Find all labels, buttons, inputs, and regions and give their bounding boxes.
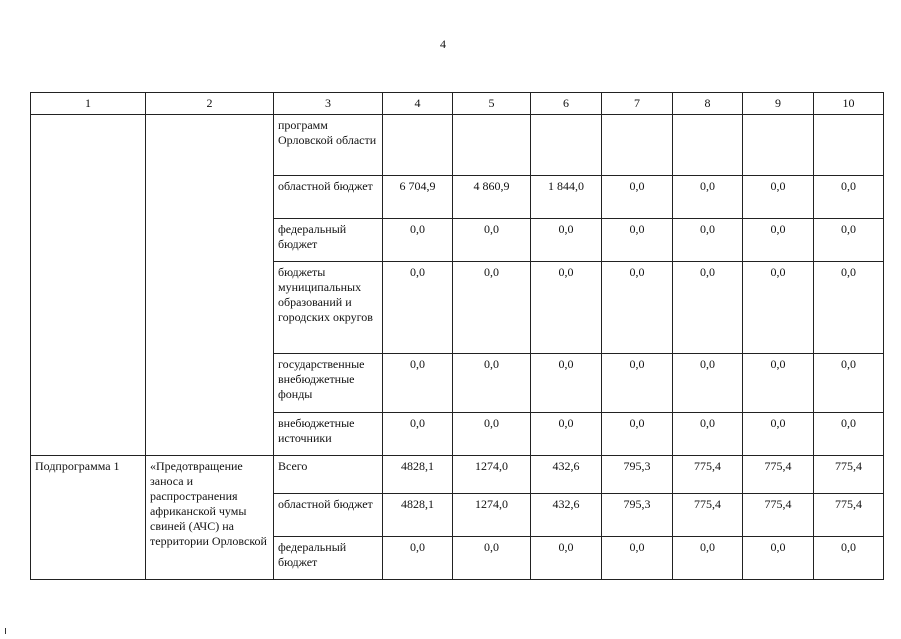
subprogram-cell: Подпрограмма 1	[31, 456, 146, 580]
value-cell: 0,0	[814, 219, 884, 262]
column-header: 5	[453, 93, 531, 115]
margin-mark	[5, 628, 6, 634]
table-row	[31, 456, 884, 494]
value-cell: 0,0	[453, 537, 531, 580]
value-cell: 0,0	[383, 262, 453, 354]
value-cell: 775,4	[814, 494, 884, 537]
value-cell: 0,0	[814, 262, 884, 354]
column-header: 8	[673, 93, 743, 115]
value-cell	[602, 115, 673, 176]
column-header: 2	[146, 93, 274, 115]
value-cell: 0,0	[743, 413, 814, 456]
column-header: 10	[814, 93, 884, 115]
value-cell	[453, 115, 531, 176]
value-cell: 0,0	[383, 413, 453, 456]
value-cell: 0,0	[743, 219, 814, 262]
value-cell: 0,0	[602, 219, 673, 262]
value-cell: 0,0	[673, 262, 743, 354]
value-cell: 1 844,0	[531, 176, 602, 219]
column-header: 3	[274, 93, 383, 115]
value-cell: 0,0	[531, 262, 602, 354]
budget-table	[30, 92, 884, 580]
program-cell	[31, 115, 146, 456]
funding-source-cell: программ Орловской области	[274, 115, 383, 176]
funding-source-cell: Всего	[274, 456, 383, 494]
value-cell: 0,0	[743, 537, 814, 580]
value-cell: 4828,1	[383, 494, 453, 537]
value-cell	[743, 115, 814, 176]
table-header-row	[31, 93, 884, 115]
subprogram-name-cell: «Предотвращение заноса и распространения африканской чумы свиней (АЧС) на территории Орловской	[146, 456, 274, 580]
value-cell: 432,6	[531, 494, 602, 537]
value-cell: 1274,0	[453, 456, 531, 494]
value-cell: 0,0	[453, 354, 531, 413]
value-cell: 0,0	[453, 219, 531, 262]
funding-source-cell: областной бюджет	[274, 176, 383, 219]
value-cell: 0,0	[673, 176, 743, 219]
value-cell: 0,0	[673, 413, 743, 456]
funding-source-cell: федеральный бюджет	[274, 537, 383, 580]
value-cell: 0,0	[814, 354, 884, 413]
column-header: 1	[31, 93, 146, 115]
column-header: 9	[743, 93, 814, 115]
value-cell: 0,0	[602, 262, 673, 354]
value-cell: 0,0	[531, 537, 602, 580]
funding-source-cell: государственные внебюджетные фонды	[274, 354, 383, 413]
value-cell: 4828,1	[383, 456, 453, 494]
value-cell: 0,0	[743, 354, 814, 413]
value-cell: 0,0	[531, 413, 602, 456]
value-cell: 6 704,9	[383, 176, 453, 219]
value-cell: 0,0	[602, 354, 673, 413]
value-cell: 0,0	[383, 354, 453, 413]
value-cell: 0,0	[743, 176, 814, 219]
column-header: 4	[383, 93, 453, 115]
value-cell: 775,4	[743, 456, 814, 494]
column-header: 6	[531, 93, 602, 115]
value-cell: 795,3	[602, 494, 673, 537]
funding-source-cell: федеральный бюджет	[274, 219, 383, 262]
value-cell: 1274,0	[453, 494, 531, 537]
value-cell	[383, 115, 453, 176]
table-row	[31, 115, 884, 176]
value-cell: 0,0	[602, 537, 673, 580]
value-cell: 432,6	[531, 456, 602, 494]
value-cell	[531, 115, 602, 176]
value-cell: 0,0	[453, 262, 531, 354]
value-cell	[673, 115, 743, 176]
value-cell: 775,4	[673, 494, 743, 537]
value-cell: 0,0	[673, 354, 743, 413]
value-cell: 0,0	[453, 413, 531, 456]
column-header: 7	[602, 93, 673, 115]
value-cell: 775,4	[814, 456, 884, 494]
value-cell: 4 860,9	[453, 176, 531, 219]
funding-source-cell: внебюджетные источники	[274, 413, 383, 456]
value-cell: 0,0	[743, 262, 814, 354]
value-cell: 0,0	[383, 537, 453, 580]
value-cell: 0,0	[531, 219, 602, 262]
value-cell: 0,0	[814, 413, 884, 456]
page-number: 4	[440, 37, 446, 51]
value-cell: 0,0	[814, 537, 884, 580]
value-cell	[814, 115, 884, 176]
value-cell: 0,0	[531, 354, 602, 413]
value-cell: 0,0	[814, 176, 884, 219]
value-cell: 795,3	[602, 456, 673, 494]
value-cell: 0,0	[602, 176, 673, 219]
program-name-cell	[146, 115, 274, 456]
value-cell: 0,0	[602, 413, 673, 456]
value-cell: 0,0	[383, 219, 453, 262]
funding-source-cell: областной бюджет	[274, 494, 383, 537]
value-cell: 0,0	[673, 537, 743, 580]
value-cell: 0,0	[673, 219, 743, 262]
value-cell: 775,4	[673, 456, 743, 494]
funding-source-cell: бюджеты муниципальных образований и городских округов	[274, 262, 383, 354]
value-cell: 775,4	[743, 494, 814, 537]
